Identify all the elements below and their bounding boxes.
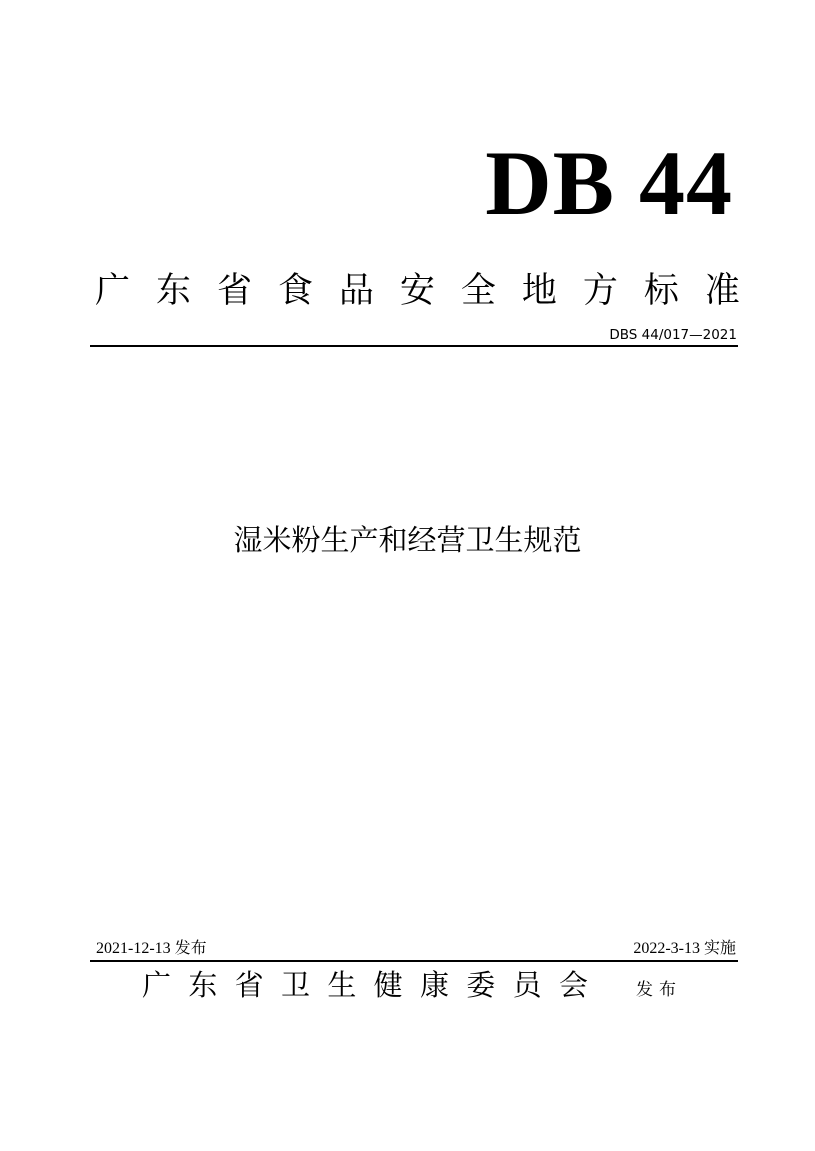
standard-type-char: 食 bbox=[277, 271, 313, 311]
issuer-name-char: 委 bbox=[466, 968, 496, 1002]
issuer-name bbox=[142, 963, 588, 1007]
issuer-action: 发布 bbox=[636, 980, 682, 1000]
issuer-row bbox=[142, 963, 682, 1007]
header-divider bbox=[90, 345, 738, 347]
standard-type-char: 广 bbox=[95, 271, 131, 311]
issuer-name-char: 东 bbox=[188, 968, 218, 1002]
document-title: 湿米粉生产和经营卫生规范 bbox=[233, 523, 582, 557]
issuer-name-char: 康 bbox=[419, 968, 449, 1002]
standard-type-char: 省 bbox=[216, 271, 252, 311]
issuer-name-char: 健 bbox=[373, 968, 403, 1002]
standard-type-char: 准 bbox=[704, 271, 740, 311]
standard-code: DB 44 bbox=[485, 132, 733, 234]
effective-date: 2022-3-13 实施 bbox=[633, 940, 736, 957]
standard-number: DBS 44/017—2021 bbox=[609, 327, 737, 343]
issuer-name-char: 卫 bbox=[280, 968, 310, 1002]
standard-type-char: 东 bbox=[155, 271, 191, 311]
issuer-name-char: 会 bbox=[558, 968, 588, 1002]
publish-date: 2021-12-13 发布 bbox=[96, 940, 207, 957]
issuer-name-char: 生 bbox=[327, 968, 357, 1002]
standard-type-char: 品 bbox=[338, 271, 374, 311]
issuer-name-char: 省 bbox=[234, 968, 264, 1002]
standard-type bbox=[95, 268, 740, 314]
standard-type-char: 全 bbox=[460, 271, 496, 311]
date-row bbox=[96, 939, 736, 959]
footer-divider bbox=[90, 960, 738, 962]
standard-type-char: 安 bbox=[399, 271, 435, 311]
standard-type-char: 地 bbox=[521, 271, 557, 311]
issuer-name-char: 广 bbox=[142, 968, 172, 1002]
standard-type-char: 标 bbox=[643, 271, 679, 311]
issuer-name-char: 员 bbox=[512, 968, 542, 1002]
standard-type-char: 方 bbox=[582, 271, 618, 311]
